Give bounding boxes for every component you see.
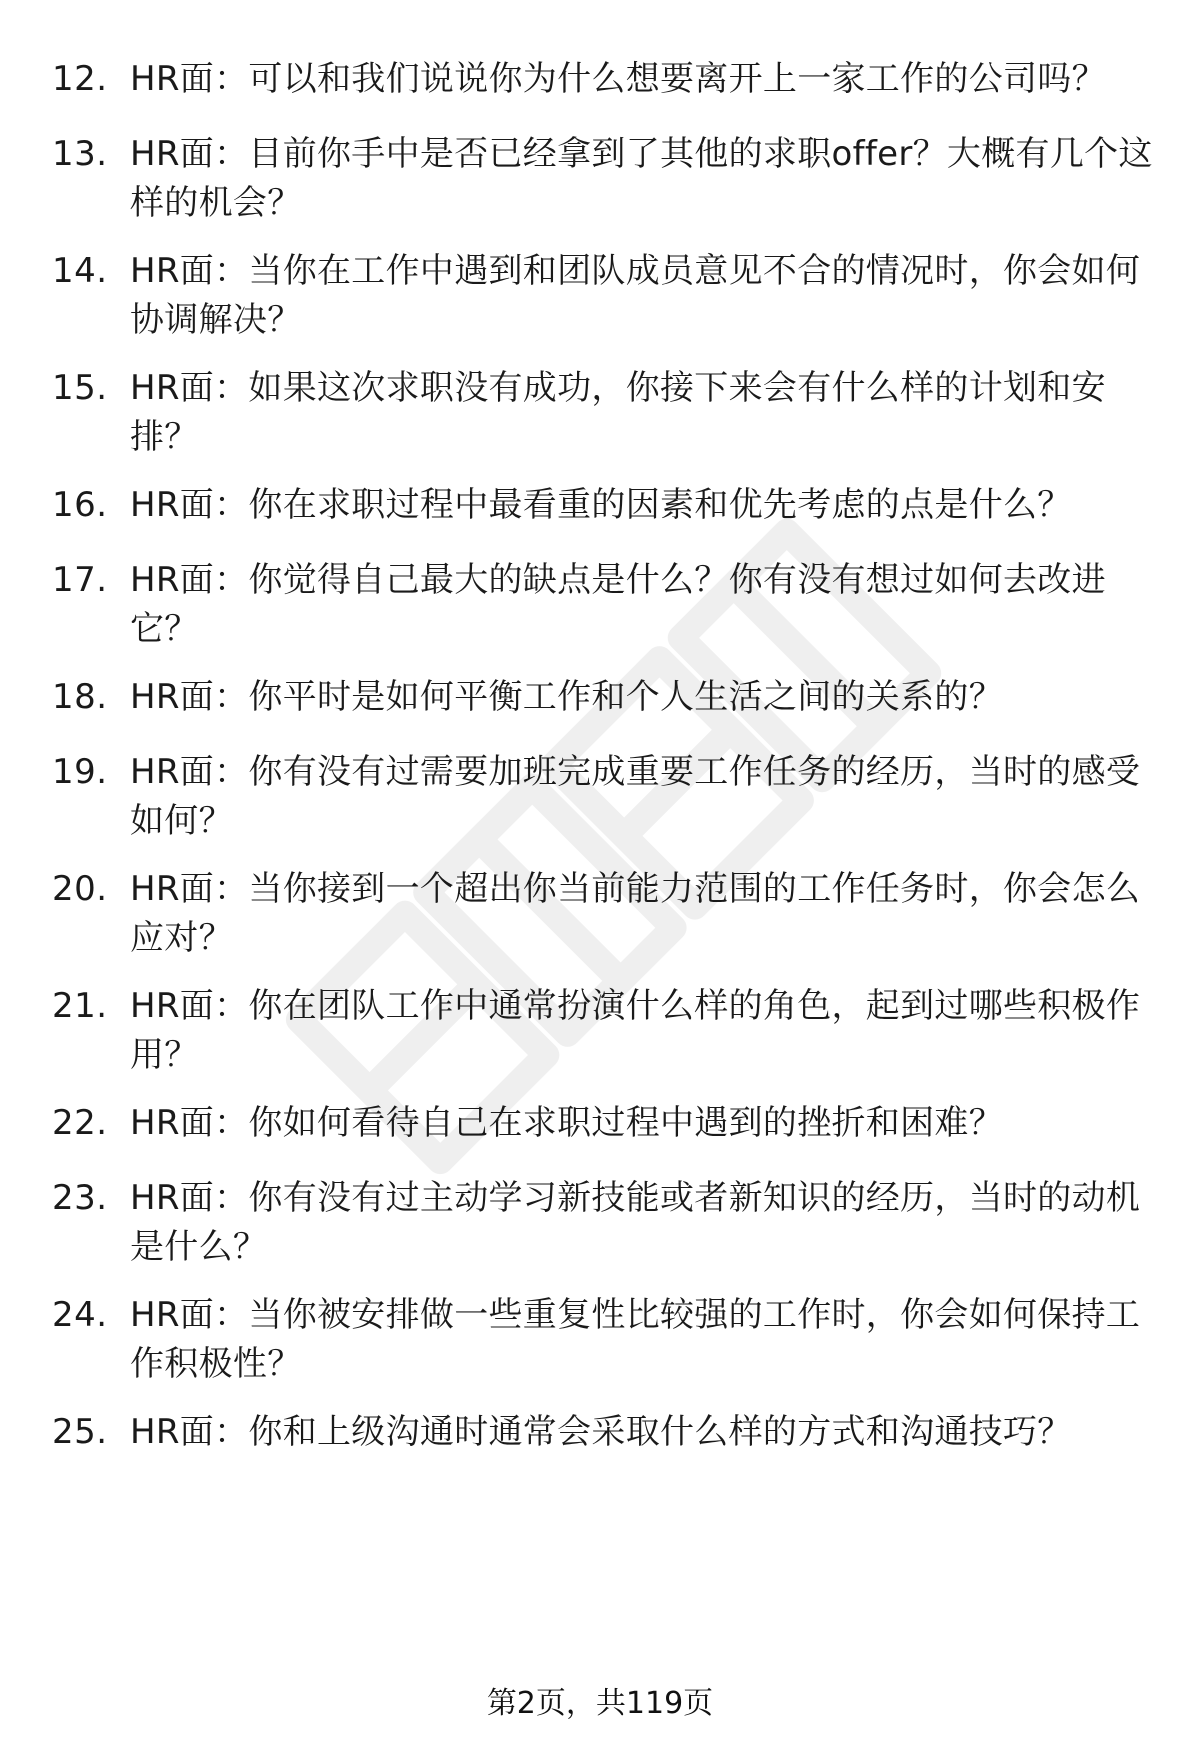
question-item [52,673,1162,722]
question-text: HR面：当你在工作中遇到和团队成员意见不合的情况时，你会如何协调解决？ [130,251,1141,340]
question-number: 20. [52,869,108,909]
watermark-logo [180,420,1040,1280]
question-number: 17. [52,560,108,600]
question-item [52,481,1162,530]
question-number: 16. [52,485,108,525]
question-number: 14. [52,251,108,291]
question-text: HR面：你有没有过需要加班完成重要工作任务的经历，当时的感受如何？ [130,752,1141,841]
question-text: HR面：你平时是如何平衡工作和个人生活之间的关系的？ [130,677,1003,717]
question-text: HR面：你和上级沟通时通常会采取什么样的方式和沟通技巧？ [130,1412,1072,1452]
question-item [52,247,1162,345]
question-item [52,748,1162,846]
question-text: HR面：你觉得自己最大的缺点是什么？你有没有想过如何去改进它？ [130,560,1106,649]
question-number: 23. [52,1178,108,1218]
question-item [52,1099,1162,1148]
question-item [52,130,1162,228]
question-item [52,1291,1162,1389]
question-number: 13. [52,134,108,174]
question-number: 15. [52,368,108,408]
question-text: HR面：当你接到一个超出你当前能力范围的工作任务时，你会怎么应对？ [130,869,1141,958]
question-text: HR面：可以和我们说说你为什么想要离开上一家工作的公司吗？ [130,59,1106,99]
question-item [52,865,1162,963]
question-text: HR面：目前你手中是否已经拿到了其他的求职offer？大概有几个这样的机会？ [130,134,1153,223]
page-number-footer: 第2页，共119页 [486,1686,714,1721]
question-text: HR面：你如何看待自己在求职过程中遇到的挫折和困难？ [130,1103,1003,1143]
question-text: HR面：你有没有过主动学习新技能或者新知识的经历，当时的动机是什么？ [130,1178,1141,1267]
question-text: HR面：如果这次求职没有成功，你接下来会有什么样的计划和安排？ [130,368,1106,457]
question-number: 19. [52,752,108,792]
question-number: 12. [52,59,108,99]
question-text: HR面：你在团队工作中通常扮演什么样的角色，起到过哪些积极作用？ [130,986,1141,1075]
question-item [52,364,1162,462]
question-number: 21. [52,986,108,1026]
question-number: 18. [52,677,108,717]
question-item [52,1408,1162,1457]
question-item [52,55,1162,104]
question-number: 25. [52,1412,108,1452]
question-item [52,982,1162,1080]
question-item [52,1174,1162,1272]
question-text: HR面：你在求职过程中最看重的因素和优先考虑的点是什么？ [130,485,1072,525]
question-text: HR面：当你被安排做一些重复性比较强的工作时，你会如何保持工作积极性？ [130,1295,1141,1384]
question-number: 24. [52,1295,108,1335]
question-number: 22. [52,1103,108,1143]
question-item [52,556,1162,654]
